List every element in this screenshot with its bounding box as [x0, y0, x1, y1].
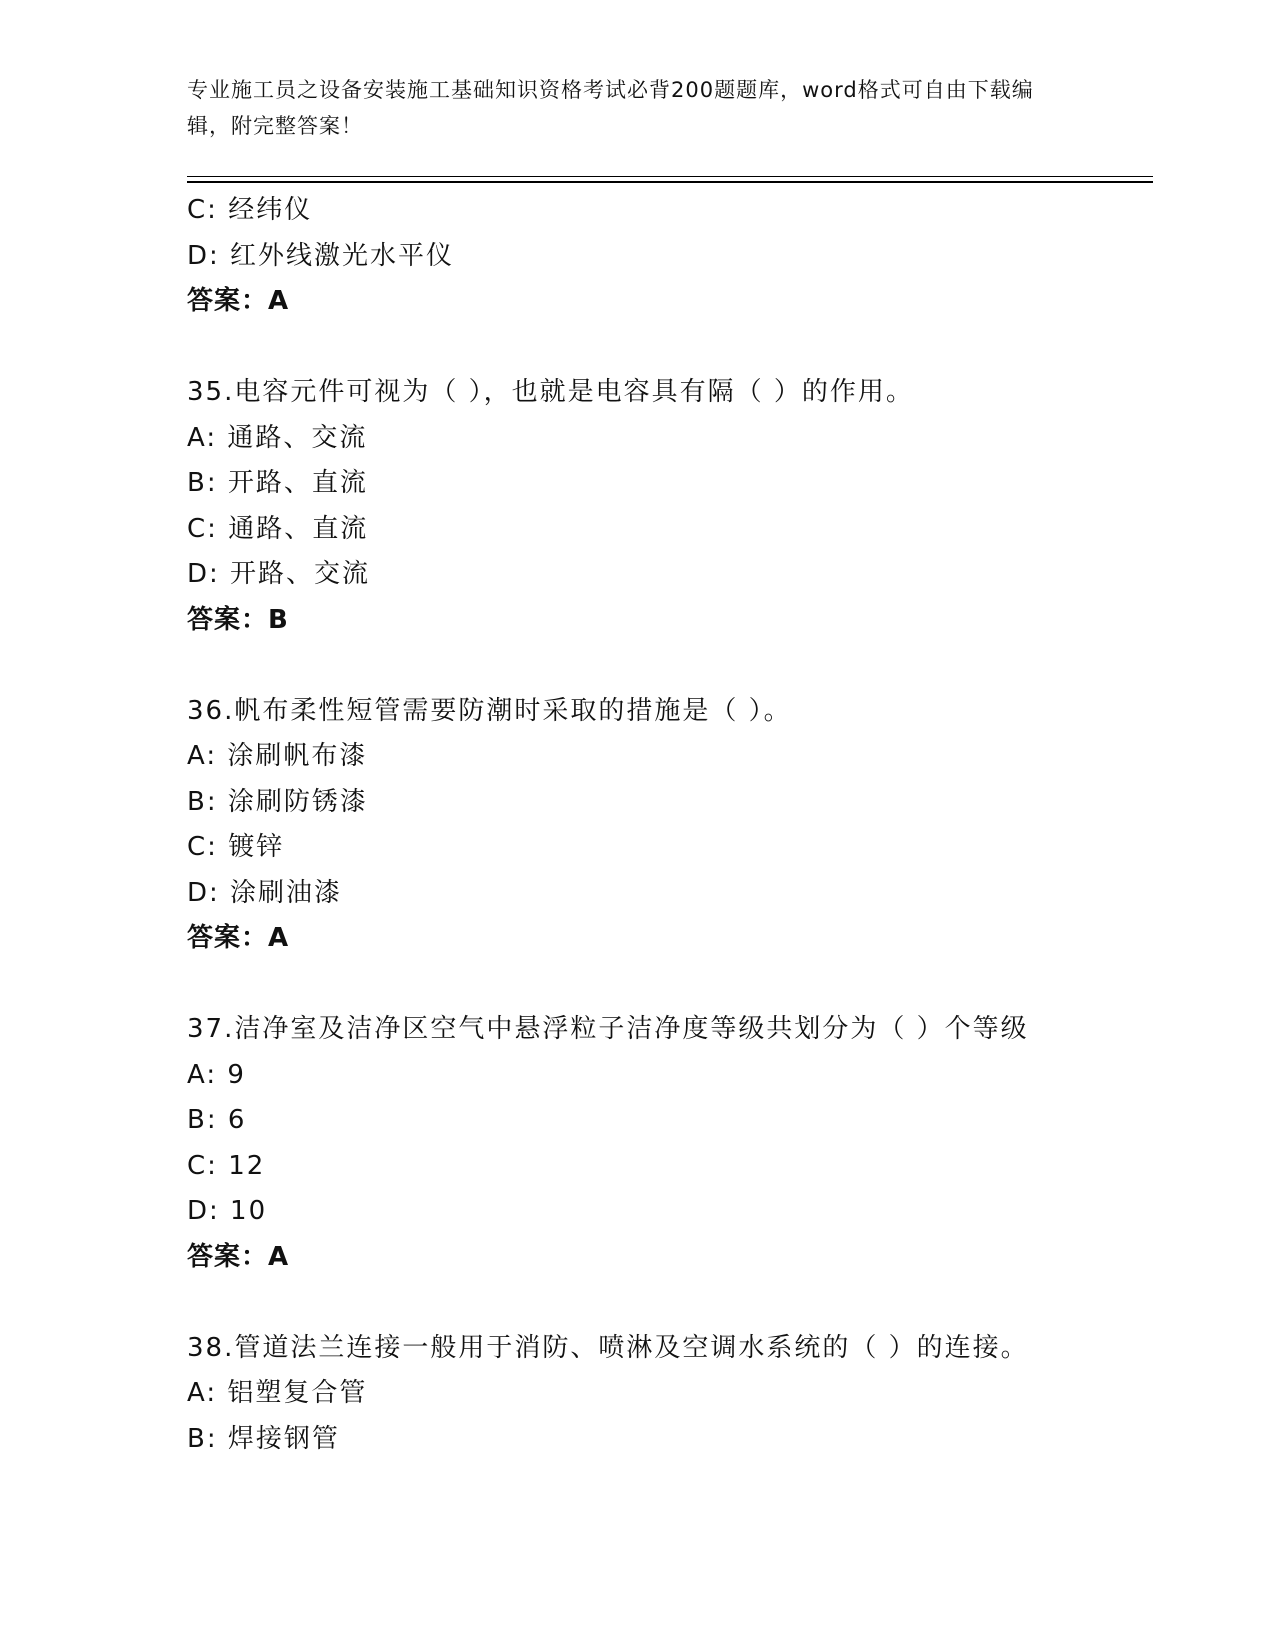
question-37 — [187, 1007, 1147, 1326]
question-list — [187, 188, 1147, 1462]
question-35 — [187, 370, 1147, 689]
spacer — [187, 962, 1147, 1008]
question-36 — [187, 689, 1147, 1008]
document-header — [187, 72, 1067, 144]
question-stem: 38.管道法兰连接一般用于消防、喷淋及空调水系统的（ ）的连接。 — [187, 1332, 1029, 1363]
option-d: D: 开路、交流 — [187, 559, 371, 589]
answer-line: 答案：A — [187, 1241, 290, 1272]
answer-line: 答案：B — [187, 604, 289, 635]
option-a: A: 通路、交流 — [187, 422, 368, 453]
header-rule-thick — [187, 181, 1153, 183]
answer-line: 答案：A — [187, 923, 290, 953]
option-a: A: 9 — [187, 1059, 246, 1090]
spacer — [187, 325, 1147, 371]
option-b: B: 开路、直流 — [187, 468, 368, 498]
option-b: B: 焊接钢管 — [187, 1423, 340, 1454]
option-b: B: 涂刷防锈漆 — [187, 786, 368, 817]
option-d: D: 10 — [187, 1196, 268, 1226]
spacer — [187, 1280, 1147, 1326]
question-stem: 35.电容元件可视为（ ），也就是电容具有隔（ ）的作用。 — [187, 377, 914, 407]
option-d: D: 涂刷油漆 — [187, 877, 343, 908]
option-c: C: 通路、直流 — [187, 513, 369, 544]
question-stem: 37.洁净室及洁净区空气中悬浮粒子洁净度等级共划分为（ ）个等级 — [187, 1014, 1029, 1044]
prev-question-block — [187, 188, 1147, 370]
option-c: C: 经纬仪 — [187, 195, 313, 225]
option-c: C: 12 — [187, 1150, 266, 1181]
answer-line: 答案：A — [187, 286, 290, 316]
option-a: A: 铝塑复合管 — [187, 1378, 368, 1408]
option-b: B: 6 — [187, 1105, 247, 1135]
document-title: 专业施工员之设备安装施工基础知识资格考试必背200题题库，word格式可自由下载编辑，附完整答案！ — [187, 78, 1034, 138]
option-a: A: 涂刷帆布漆 — [187, 741, 368, 771]
question-38 — [187, 1326, 1147, 1463]
header-rule-thin — [187, 176, 1153, 177]
option-c: C: 镀锌 — [187, 832, 285, 862]
question-stem: 36.帆布柔性短管需要防潮时采取的措施是（ ）。 — [187, 695, 792, 726]
spacer — [187, 643, 1147, 689]
option-d: D: 红外线激光水平仪 — [187, 240, 455, 271]
